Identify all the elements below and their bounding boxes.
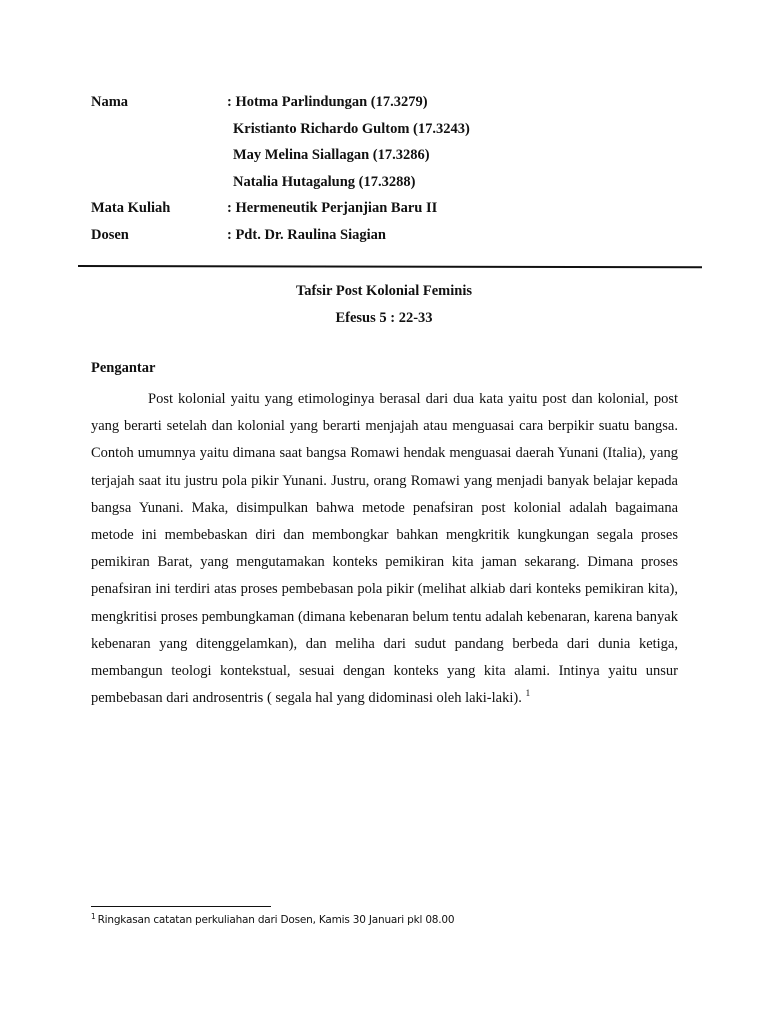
info-row-member — [91, 119, 691, 146]
dosen-value: : Pdt. Dr. Raulina Siagian — [227, 226, 386, 243]
section-heading: Pengantar — [91, 360, 156, 376]
info-row-mata-kuliah — [91, 198, 691, 225]
member-name: May Melina Siallagan (17.3286) — [233, 147, 430, 163]
document-title: Tafsir Post Kolonial Feminis — [295, 283, 473, 299]
info-row-nama — [91, 92, 691, 119]
paragraph-text: Post kolonial yaitu yang etimologinya berasal dari dua kata yaitu post dan kolonial, post yang berarti setelah dan kolonial yang berarti menjajah atau menguasai cara berpikir suatu bangsa. Contoh umumnya yaitu dimana saat bangsa Romawi hendak menguasai daerah Yunani (Italia), yang terjajah saat itu justru pola pikir Yunani. Justru, orang Romawi yang menjadi banyak belajar kepada bangsa Yunani. Maka, disimpulkan bahwa metode penafsiran post kolonial adalah bagaimana metode ini membebaskan diri dan membongkar bahkan mengkritik kungkungan segala proses pemikiran Barat, yang mengutamakan konteks pemikiran kita jaman sekarang. Dimana proses penafsiran ini terdiri atas proses pembebasan pola pikir (melihat alkiab dari konteks pemikiran kita), mengkritisi proses pembungkaman (dimana kebenaran belum tentu adalah kebenaran, karena banyak kebenaran yang ditenggelamkan), dan meliha dari sudut pandang berbeda dari dunia ketiga, membangun teologi kontekstual, sesuai dengan konteks yang kita alami. Intinya yaitu unsur pembebasan dari androsentris ( segala hal yang didominasi oleh laki-laki). — [91, 391, 678, 707]
footnote-reference[interactable]: 1 — [525, 689, 531, 700]
document-subtitle: Efesus 5 : 22-33 — [335, 310, 433, 326]
header-divider — [78, 265, 702, 268]
member-name: Natalia Hutagalung (17.3288) — [233, 173, 416, 190]
info-row-dosen — [91, 225, 691, 252]
nama-label: Nama — [91, 94, 129, 110]
footnote — [91, 911, 455, 926]
footnote-number: 1 — [91, 911, 96, 921]
info-row-member — [91, 145, 691, 172]
body-paragraph — [91, 386, 678, 712]
info-row-member — [91, 172, 691, 199]
footnote-divider — [91, 906, 271, 907]
footnote-text: Ringkasan catatan perkuliahan dari Dosen, Kamis 30 Januari pkl 08.00 — [97, 914, 455, 926]
header-info-block — [91, 92, 691, 251]
member-name: Kristianto Richardo Gultom (17.3243) — [233, 120, 470, 137]
mata-kuliah-label: Mata Kuliah — [91, 200, 171, 216]
nama-value: : Hotma Parlindungan (17.3279) — [227, 94, 428, 110]
dosen-label: Dosen — [91, 226, 129, 243]
mata-kuliah-value: : Hermeneutik Perjanjian Baru II — [227, 200, 438, 216]
